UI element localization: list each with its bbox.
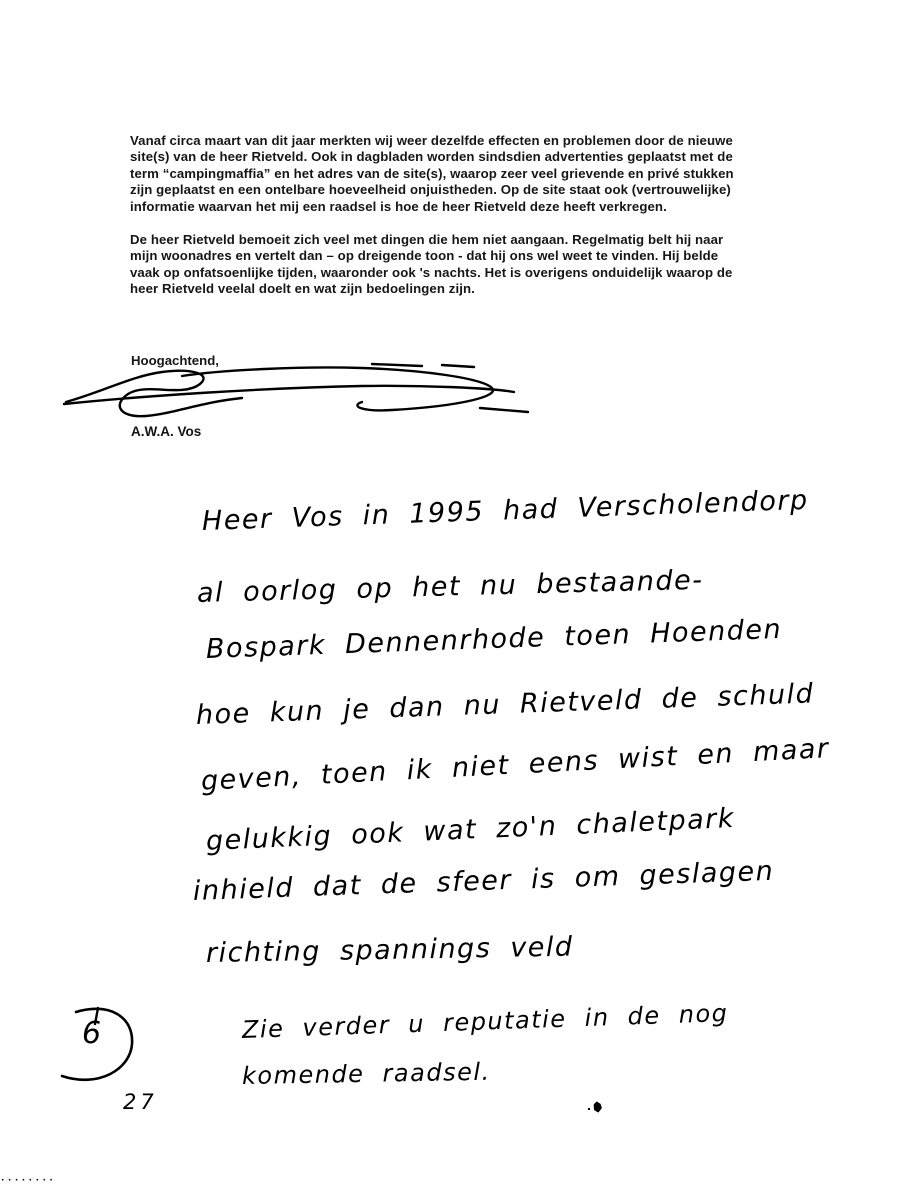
letter-paragraph-2: De heer Rietveld bemoeit zich veel met dingen die hem niet aangaan. Regelmatig belt hij naar mijn woonadres en vertelt dan – op dreigende toon - dat hij ons wel weet te vinden. Hij belde vaak op onfatsoenlijke tijden, waaronder ook 's nachts. Het is overigens onduidelijk waarop de heer Rietveld veelal doelt en wat zijn bedoelingen zijn.	[130, 232, 733, 297]
handwritten-line: al oorlog op het nu bestaande-	[196, 564, 704, 609]
ink-blot-mark	[588, 1100, 604, 1114]
signer-name: A.W.A. Vos	[131, 424, 202, 439]
letter-paragraph-1: Vanaf circa maart van dit jaar merkten wij weer dezelfde effecten en problemen door de nieuwe site(s) van de heer Rietveld. Ook in dagbladen worden sindsdien advertenties geplaatst met de term “campingmaffia” en het adres van de site(s), waarop zeer veel grievende en privé stukken zijn geplaatst en een ontelbare hoeveelheid onjuistheden. Op de site staat ook (vertrouwelijke) informatie waarvan het mij een raadsel is hoe de heer Rietveld deze heeft verkregen.	[130, 133, 734, 214]
handwritten-line: gelukkig ook wat zo'n chaletpark	[205, 802, 736, 857]
ink-blot-shape	[592, 1101, 604, 1113]
handwritten-line: komende raadsel.	[241, 1057, 491, 1090]
margin-mark-digit: 6	[82, 1016, 102, 1051]
handwritten-line: inhield dat de sfeer is om geslagen	[192, 855, 775, 907]
handwritten-page-number: 27	[123, 1090, 158, 1114]
signature-scrawl	[62, 362, 532, 424]
handwritten-line: Bospark Dennenrhode toen Hoenden	[205, 613, 783, 665]
letter-closing: Hoogachtend,	[131, 353, 219, 368]
handwritten-line: richting spannings veld	[205, 931, 574, 969]
handwritten-line: hoe kun je dan nu Rietveld de schuld	[195, 678, 815, 731]
ink-speck	[588, 1108, 590, 1110]
scan-artifact-dots: ········	[0, 1176, 56, 1186]
circled-margin-mark	[58, 1002, 138, 1088]
handwritten-line: geven, toen ik niet eens wist en maar	[200, 733, 831, 797]
handwritten-line: Zie verder u reputatie in de nog	[241, 999, 729, 1044]
typed-letter-body	[130, 133, 736, 315]
handwritten-line: Heer Vos in 1995 had Verscholendorp	[201, 484, 810, 537]
